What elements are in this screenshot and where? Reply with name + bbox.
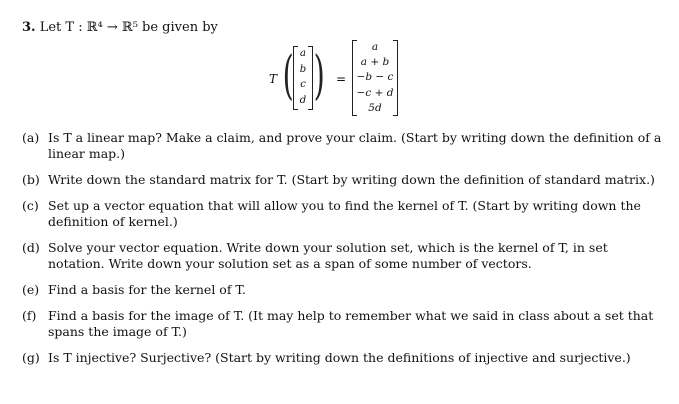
question-list bbox=[22, 130, 662, 376]
problem-number: 3. bbox=[22, 20, 36, 35]
problem-header bbox=[22, 20, 218, 35]
question-item-g bbox=[22, 350, 662, 366]
output-entry: −b − c bbox=[356, 71, 394, 84]
item-label: (g) bbox=[22, 350, 40, 365]
output-entry: 5d bbox=[368, 101, 382, 114]
question-item-b bbox=[22, 172, 662, 188]
item-text: Is T a linear map? Make a claim, and prove your claim. (Start by writing down the definition of a linear map.) bbox=[48, 130, 662, 161]
question-item-d bbox=[22, 240, 662, 272]
output-entry: a bbox=[371, 41, 379, 53]
map-symbol: T bbox=[269, 72, 278, 86]
item-text: Find a basis for the kernel of T. bbox=[48, 282, 246, 297]
output-entry: a + b bbox=[360, 56, 390, 69]
item-label: (c) bbox=[22, 198, 39, 213]
question-item-e bbox=[22, 282, 662, 298]
output-vector bbox=[352, 40, 398, 116]
input-entry: a bbox=[300, 48, 306, 59]
map-definition bbox=[266, 38, 416, 120]
item-text: Is T injective? Surjective? (Start by writing down the definitions of injective and surjective.) bbox=[48, 350, 631, 365]
input-vector bbox=[293, 46, 313, 110]
equals-sign: = bbox=[336, 72, 347, 86]
input-entry: b bbox=[299, 63, 307, 75]
right-paren: ) bbox=[313, 46, 325, 106]
input-entry: d bbox=[299, 94, 307, 106]
question-item-c bbox=[22, 198, 662, 230]
item-text: Find a basis for the image of T. (It may help to remember what we said in class about a set that spans the image of T.) bbox=[48, 308, 654, 339]
item-label: (a) bbox=[22, 130, 40, 145]
input-entry: c bbox=[300, 79, 306, 90]
left-paren: ( bbox=[282, 46, 294, 106]
item-label: (b) bbox=[22, 172, 40, 187]
item-text: Write down the standard matrix for T. (Start by writing down the definition of standard matrix.) bbox=[48, 172, 655, 187]
item-text: Solve your vector equation. Write down your solution set, which is the kernel of T, in set notation. Write down your solution set as a span of some number of vectors. bbox=[48, 240, 608, 271]
problem-statement: Let T : ℝ⁴ → ℝ⁵ be given by bbox=[39, 20, 218, 35]
question-item-f bbox=[22, 308, 662, 340]
item-label: (f) bbox=[22, 308, 37, 323]
item-label: (d) bbox=[22, 240, 40, 255]
output-entry: −c + d bbox=[356, 86, 394, 99]
question-item-a bbox=[22, 130, 662, 162]
item-text: Set up a vector equation that will allow you to find the kernel of T. (Start by writing down the definition of kernel.) bbox=[48, 198, 641, 229]
item-label: (e) bbox=[22, 282, 40, 297]
